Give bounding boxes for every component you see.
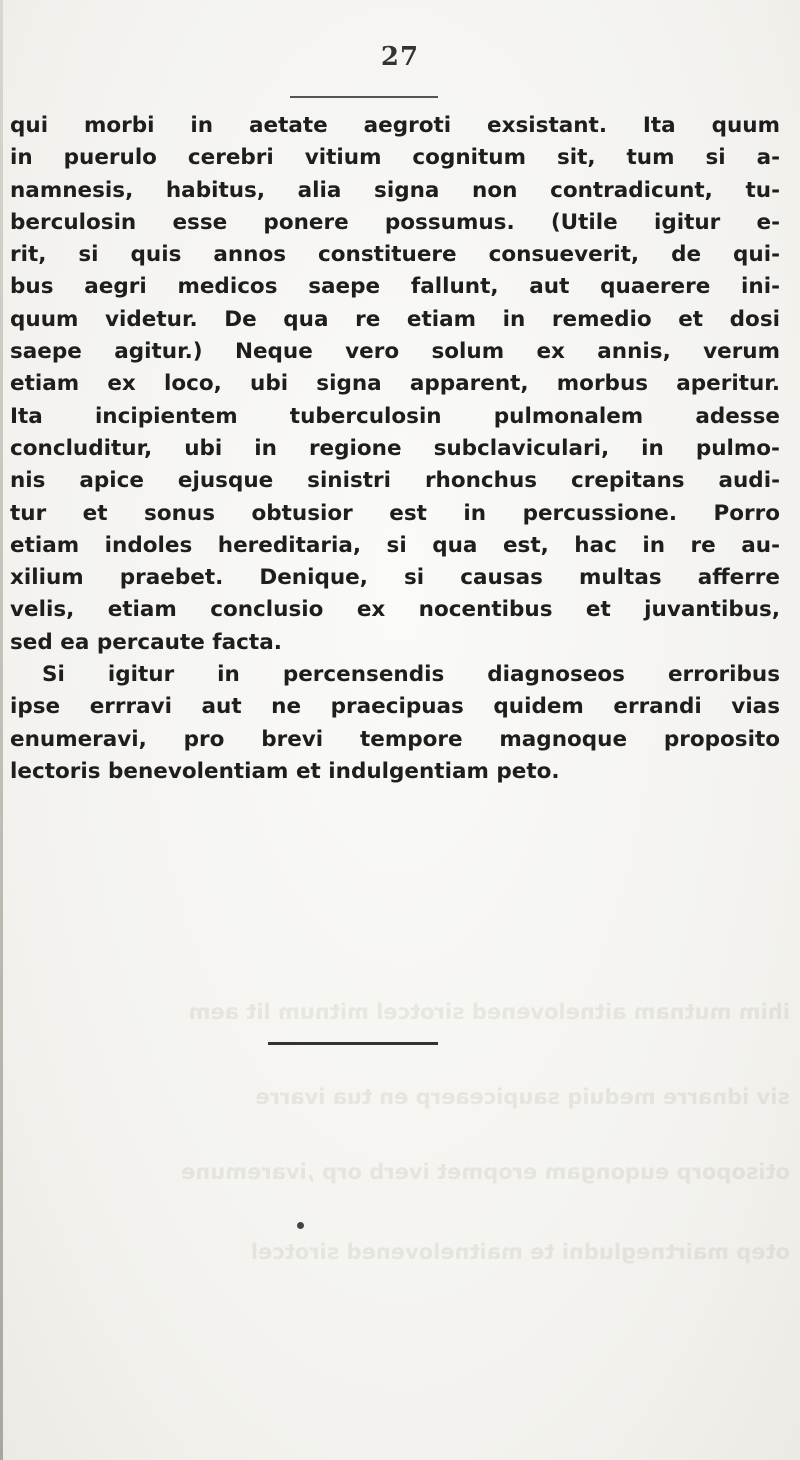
text-line: in puerulo cerebri vitium cognitum sit, tum si a- — [10, 145, 780, 171]
text-line: concluditur, ubi in regione subclaviculari, in pulmo- — [10, 435, 780, 461]
text-line: nis apice ejusque sinistri rhonchus crepitans audi- — [10, 468, 780, 494]
page-binding-edge — [0, 0, 3, 1460]
ink-speck — [297, 1222, 304, 1229]
text-line: velis, etiam conclusio ex nocentibus et juvantibus, — [10, 597, 780, 623]
page-number: 27 — [380, 42, 420, 72]
text-line: saepe agitur.) Neque vero solum ex annis, verum — [10, 339, 780, 365]
header-rule — [290, 96, 438, 98]
text-line: etiam ex loco, ubi signa apparent, morbus aperitur. — [10, 371, 780, 397]
body-text — [10, 110, 780, 788]
text-line: Ita incipientem tuberculosin pulmonalem adesse — [10, 403, 780, 429]
text-line: ipse errravi aut ne praecipuas quidem errandi vias — [10, 694, 780, 720]
text-line: berculosin esse ponere possumus. (Utile igitur e- — [10, 209, 780, 235]
text-line: lectoris benevolentiam et indulgentiam peto. — [10, 758, 560, 784]
text-line: bus aegri medicos saepe fallunt, aut quaerere ini- — [10, 274, 780, 300]
show-through-line: otisoporp euqongam eropmet iverb orp ,ivaremune — [181, 1160, 790, 1184]
show-through-line: siv idnarre meduiq saupiceaerp en tua ivarre — [255, 1085, 790, 1109]
text-line: sed ea percaute facta. — [10, 629, 282, 655]
text-line: tur et sonus obtusior est in percussione. Porro — [10, 500, 780, 526]
text-line: rit, si quis annos constituere consueverit, de qui- — [10, 242, 780, 268]
text-line: etiam indoles hereditaria, si qua est, hac in re au- — [10, 532, 780, 558]
text-line: enumeravi, pro brevi tempore magnoque proposito — [10, 726, 780, 752]
end-rule — [268, 1042, 438, 1045]
text-line: Si igitur in percensendis diagnoseos erroribus — [42, 662, 780, 688]
text-line: qui morbi in aetate aegroti exsistant. Ita quum — [10, 113, 780, 138]
show-through-line: ihim mutnam aitnelovened sirotcel mitnum lit aem — [188, 1000, 790, 1024]
paragraph-1 — [10, 110, 780, 659]
text-line: quum videtur. De qua re etiam in remedio et dosi — [10, 306, 780, 332]
show-through-line: otep mairtnegludni te maitnelovened sirotcel — [250, 1240, 790, 1264]
text-line: xilium praebet. Denique, si causas multas afferre — [10, 565, 780, 591]
paragraph-2 — [10, 659, 780, 788]
text-line: namnesis, habitus, alia signa non contradicunt, tu- — [10, 177, 780, 203]
